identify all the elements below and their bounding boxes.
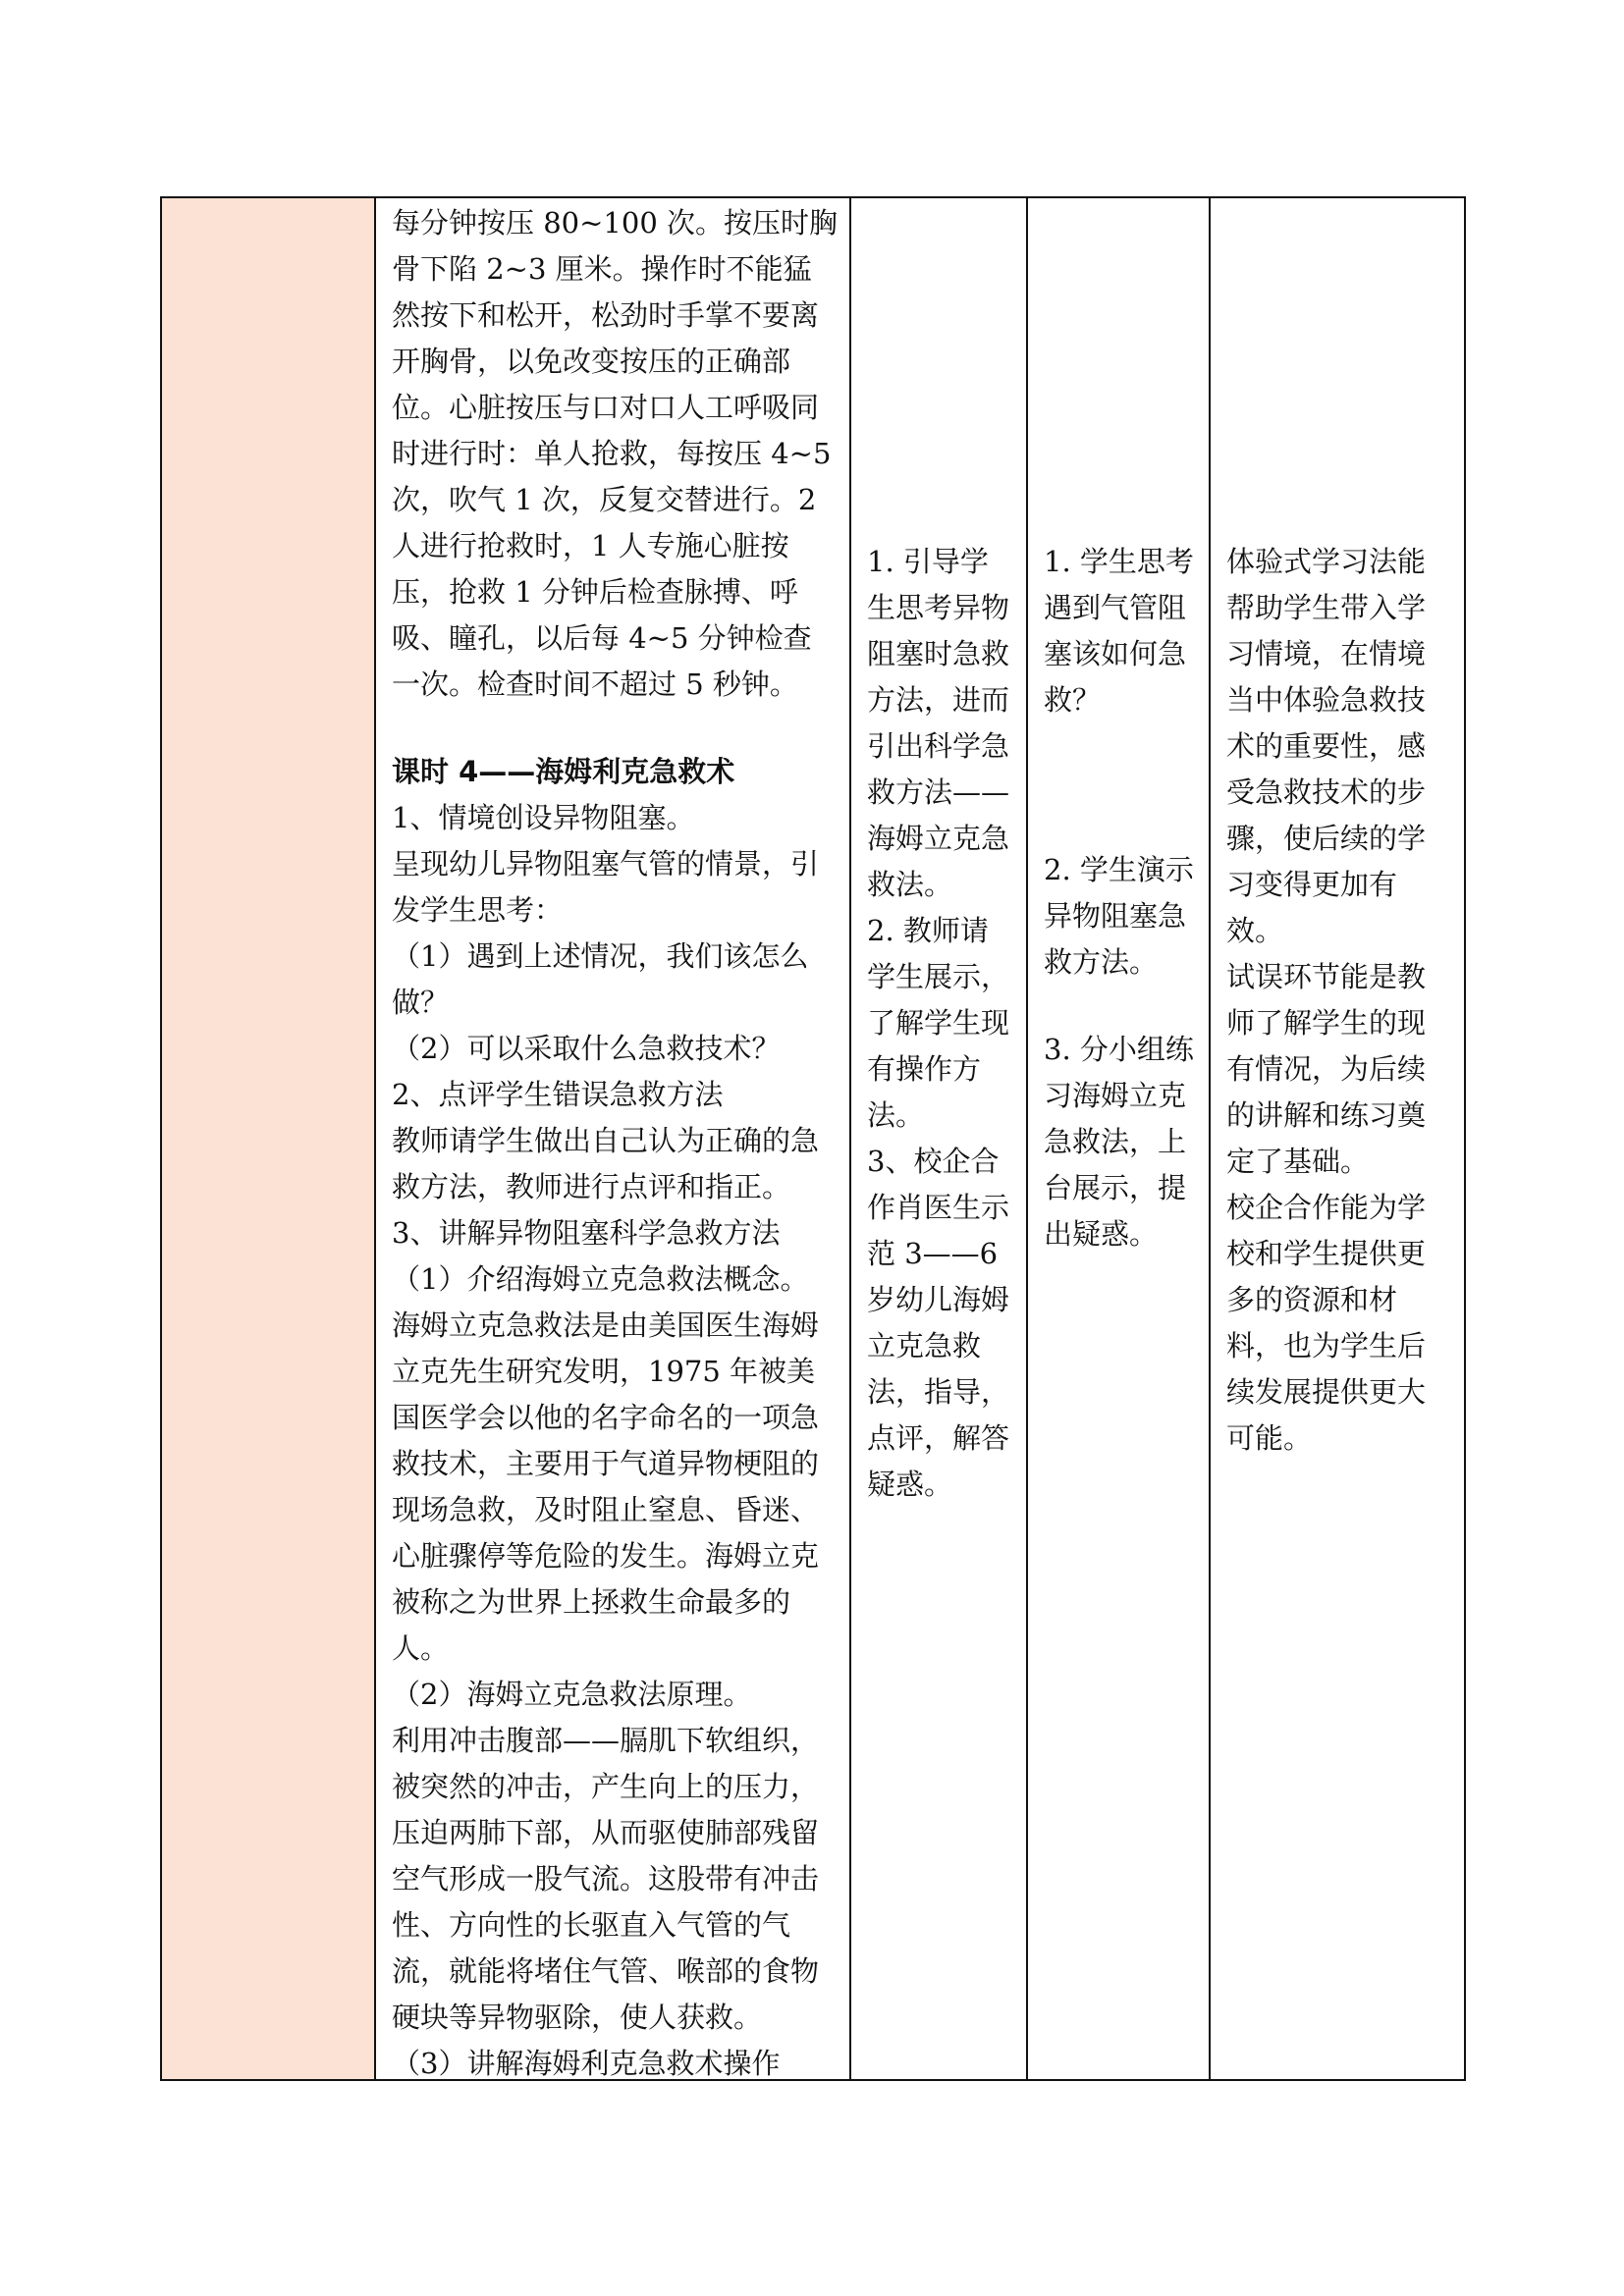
teacher-activity-column bbox=[851, 198, 1028, 2079]
teacher-activity-text bbox=[867, 539, 1014, 1508]
operation-subtitle: （3）讲解海姆利克急救术操作 bbox=[392, 2047, 781, 2080]
step-2-text: 教师请学生做出自己认为正确的急救方法，教师进行点评和指正。 bbox=[392, 1124, 820, 1203]
teacher-activity-3: 3、校企合作肖医生示范 3——6 岁幼儿海姆立克急救法，指导，点评，解答疑惑。 bbox=[867, 1145, 1010, 1501]
concept-subtitle: （1）介绍海姆立克急救法概念。 bbox=[392, 1262, 809, 1296]
lesson-4-heading: 课时 4——海姆利克急救术 bbox=[392, 755, 735, 788]
principle-subtitle: （2）海姆立克急救法原理。 bbox=[392, 1678, 752, 1711]
question-2: （2）可以采取什么急救技术？ bbox=[392, 1032, 781, 1065]
student-activity-1: 1. 学生思考遇到气管阻塞该如何急救？ bbox=[1044, 545, 1194, 717]
design-intent-1: 体验式学习法能帮助学生带入学习情境，在情境当中体验急救技术的重要性，感受急救技术的步骤，使后续的学习变得更加有效。 bbox=[1226, 545, 1427, 947]
student-activity-3: 3. 分小组练习海姆立克急救法，上台展示，提出疑惑。 bbox=[1044, 1033, 1194, 1251]
design-intent-column bbox=[1211, 198, 1464, 2079]
step-1-text: 呈现幼儿异物阻塞气管的情景，引发学生思考： bbox=[392, 847, 820, 927]
student-activity-2: 2. 学生演示异物阻塞急救方法。 bbox=[1044, 853, 1194, 979]
step-3-title: 3、讲解异物阻塞科学急救方法 bbox=[392, 1216, 781, 1250]
principle-text: 利用冲击腹部——膈肌下软组织，被突然的冲击，产生向上的压力，压迫两肺下部，从而驱使肺部残留空气形成一股气流。这股带有冲击性、方向性的长驱直入气管的气流，就能将堵住气管、喉部的食物硬块等异物驱除，使人获救。 bbox=[392, 1724, 820, 2034]
design-intent-2: 试误环节能是教师了解学生的现有情况，为后续的讲解和练习奠定了基础。 bbox=[1226, 960, 1427, 1178]
teaching-content-column bbox=[376, 198, 851, 2079]
design-intent-text bbox=[1226, 539, 1452, 1462]
step-2-title: 2、点评学生错误急救方法 bbox=[392, 1078, 724, 1111]
lesson-plan-table bbox=[160, 196, 1466, 2081]
design-intent-3: 校企合作能为学校和学生提供更多的资源和材料，也为学生后续发展提供更大可能。 bbox=[1226, 1191, 1427, 1455]
student-activity-text bbox=[1044, 539, 1197, 1257]
step-1-title: 1、情境创设异物阻塞。 bbox=[392, 801, 695, 834]
question-1: （1）遇到上述情况，我们该怎么做？ bbox=[392, 939, 809, 1019]
student-activity-column bbox=[1028, 198, 1211, 2079]
teacher-activity-1: 1. 引导学生思考异物阻塞时急救方法，进而引出科学急救方法——海姆立克急救法。 bbox=[867, 545, 1010, 901]
cpr-paragraph: 每分钟按压 80~100 次。按压时胸骨下陷 2~3 厘米。操作时不能猛然按下和松开，松劲时手掌不要离开胸骨，以免改变按压的正确部位。心脏按压与口对口人工呼吸同时进行时：单人抢救，每按压 4~5 次，吹气 1 次，反复交替进行。2 人进行抢救时，1 人专施心脏按压，抢救 1 分钟后检查脉搏、呼吸、瞳孔，以后每 4~5 分钟检查一次。检查时间不超过 5 秒钟。 bbox=[392, 206, 840, 701]
teaching-content-text bbox=[392, 200, 838, 2087]
teacher-activity-2: 2. 教师请学生展示，了解学生现有操作方法。 bbox=[867, 914, 1010, 1132]
concept-text: 海姆立克急救法是由美国医生海姆立克先生研究发明，1975 年被美国医学会以他的名字命名的一项急救技术，主要用于气道异物梗阻的现场急救，及时阻止窒息、昏迷、心脏骤停等危险的发生。海姆立克被称之为世界上拯救生命最多的人。 bbox=[392, 1308, 820, 1665]
left-shaded-column bbox=[162, 198, 376, 2079]
